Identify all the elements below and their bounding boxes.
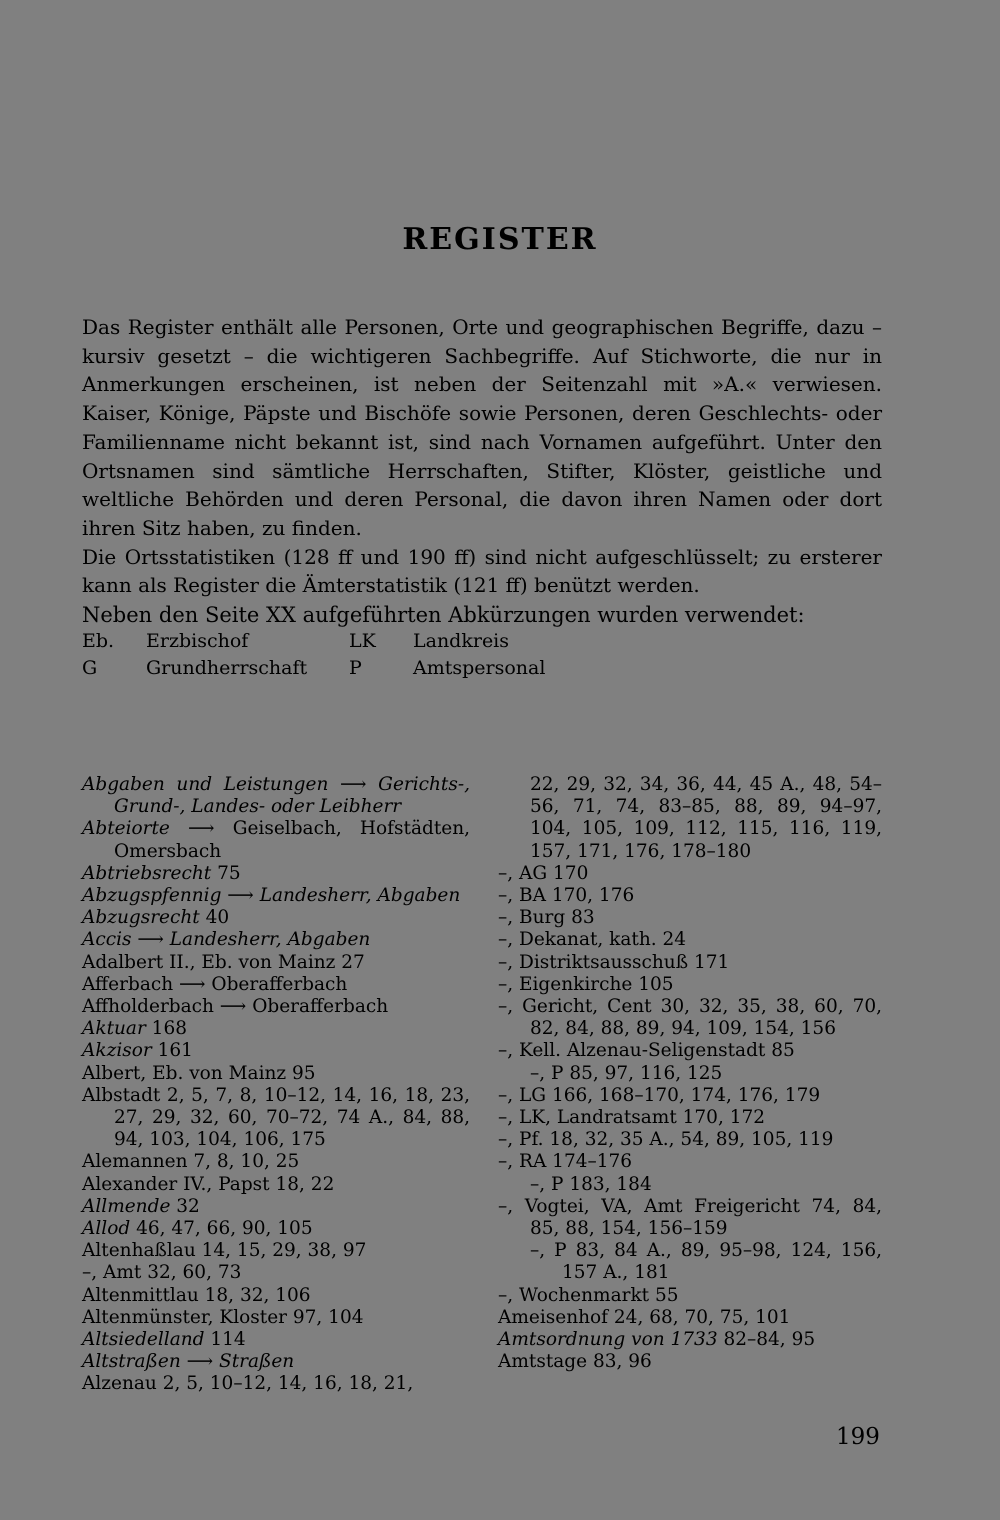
index-term: Allod — [82, 1218, 131, 1240]
index-entry: Abgaben und Leistungen ⟶ Gerichts-, Grund-, Landes- oder Leibherr — [82, 774, 470, 818]
index-pages: 32 — [170, 1195, 200, 1217]
index-pages: 82–84, 95 — [717, 1329, 816, 1351]
abbreviation-meaning: Grundherrschaft — [146, 657, 308, 679]
index-term: Aktuar — [82, 1018, 146, 1040]
index-entry: –, P 83, 84 A., 89, 95–98, 124, 156, 157 A., 181 — [530, 1240, 882, 1284]
index-entry: Albert, Eb. von Mainz 95 — [82, 1062, 316, 1084]
index-entry: Alexander IV., Papst 18, 22 — [82, 1173, 335, 1195]
index-entry: Adalbert II., Eb. von Mainz 27 — [82, 951, 365, 973]
index-entry: Afferbach ⟶ Oberafferbach — [82, 973, 348, 995]
abbreviation-row — [82, 655, 545, 682]
abbreviation-table — [82, 628, 545, 682]
index-entry: Ameisenhof 24, 68, 70, 75, 101 — [498, 1306, 791, 1328]
index-term: Abzugsrecht — [82, 907, 200, 929]
register-introduction — [82, 313, 882, 630]
abbreviation-meaning: Erzbischof — [146, 630, 249, 652]
index-column-left — [82, 774, 470, 1396]
index-entry — [82, 863, 470, 885]
index-term: Abteiorte — [82, 818, 170, 840]
index-entry: Affholderbach ⟶ Oberafferbach — [82, 996, 389, 1018]
intro-paragraph: Das Register enthält alle Personen, Orte und geographischen Begriffe, dazu – kursiv gesetzt – die wichtigeren Sachbegriffe. Auf Stichworte, die nur in Anmerkungen erscheinen, ist neben der Seitenzahl mit »A.« verwiesen. Kaiser, Könige, Päpste und Bischöfe sowie Personen, deren Geschlechts- oder Familienname nicht bekannt ist, sind nach Vornamen aufgeführt. Unter den Ortsnamen sind sämtliche Herrschaften, Stifter, Klöster, geistliche und weltliche Behörden und deren Personal, die davon ihren Namen oder dort ihren Sitz haben, zu finden. — [82, 315, 882, 540]
index-entry: –, LK, Landratsamt 170, 172 — [498, 1107, 766, 1129]
abbreviation-meaning: Amtspersonal — [413, 657, 546, 679]
index-entry — [82, 907, 470, 929]
abbreviation-row — [82, 628, 545, 655]
index-entry: –, Distriktsausschuß 171 — [498, 951, 730, 973]
index-pages: 46, 47, 66, 90, 105 — [130, 1218, 313, 1240]
index-entry: –, Dekanat, kath. 24 — [498, 929, 687, 951]
abbreviation: Eb. — [82, 630, 115, 652]
index-entry: –, Kell. Alzenau-Seligenstadt 85 — [498, 1040, 795, 1062]
page-title: REGISTER — [402, 222, 598, 257]
index-pages: 114 — [204, 1329, 246, 1351]
index-entry: Amtstage 83, 96 — [498, 1351, 652, 1373]
index-term: Abtriebsrecht — [82, 862, 212, 884]
index-pages: 168 — [145, 1018, 187, 1040]
index-entry: –, AG 170 — [498, 862, 589, 884]
index-term: Amtsordnung von 1733 — [498, 1329, 718, 1351]
index-entry — [82, 1040, 470, 1062]
index-entry — [498, 1329, 882, 1351]
index-entry: –, LG 166, 168–170, 174, 176, 179 — [498, 1084, 821, 1106]
index-entry: –, Vogtei, VA, Amt Freigericht 74, 84, 85, 88, 154, 156–159 — [498, 1195, 882, 1240]
index-entry: Abzugspfennig ⟶ Landesherr, Abgaben — [82, 885, 461, 907]
index-entry: Albstadt 2, 5, 7, 8, 10–12, 14, 16, 18, 23, 27, 29, 32, 60, 70–72, 74 A., 84, 88, 94, 103, 104, 106, 175 — [82, 1084, 470, 1151]
index-entry: –, P 85, 97, 116, 125 — [530, 1062, 723, 1084]
index-entry: –, Gericht, Cent 30, 32, 35, 38, 60, 70, 82, 84, 88, 89, 94, 109, 154, 156 — [498, 996, 882, 1040]
index-entry: 22, 29, 32, 34, 36, 44, 45 A., 48, 54–56, 71, 74, 83–85, 88, 89, 94–97, 104, 105, 109, 112, 115, 116, 119, 157, 171, 176, 178–180 — [530, 774, 882, 862]
index-term: Allmende — [82, 1195, 171, 1217]
index-entry: –, BA 170, 176 — [498, 885, 635, 907]
index-pages: 161 — [151, 1040, 193, 1062]
index-entry: Altenmünster, Kloster 97, 104 — [82, 1306, 364, 1328]
index-entry — [82, 1329, 470, 1351]
abbreviations-intro: Neben den Seite XX aufgeführten Abkürzungen wurden verwendet: — [82, 603, 805, 628]
index-entry: Accis ⟶ Landesherr, Abgaben — [82, 929, 371, 951]
index-pages: 40 — [199, 907, 230, 929]
index-entry: –, Burg 83 — [498, 907, 595, 929]
index-entry: Altenhaßlau 14, 15, 29, 38, 97 — [82, 1240, 367, 1262]
index-entry: Altenmittlau 18, 32, 106 — [82, 1284, 311, 1306]
index-entry: –, Eigenkirche 105 — [498, 973, 674, 995]
index-entry: –, Amt 32, 60, 73 — [82, 1262, 242, 1284]
index-term: Akzisor — [82, 1040, 152, 1062]
abbreviation-meaning: Landkreis — [413, 630, 510, 652]
index-entry — [82, 1196, 470, 1218]
abbreviation: P — [349, 657, 362, 679]
index-pages: 75 — [211, 862, 241, 884]
index-entry — [82, 1018, 470, 1040]
page-number: 199 — [836, 1424, 880, 1450]
index-entry: Altstraßen ⟶ Straßen — [82, 1351, 295, 1373]
abbreviation: LK — [349, 630, 376, 652]
index-entry: –, P 183, 184 — [530, 1173, 652, 1195]
index-entry: Alzenau 2, 5, 10–12, 14, 16, 18, 21, — [82, 1373, 414, 1395]
index-entry: Alemannen 7, 8, 10, 25 — [82, 1151, 300, 1173]
index-column-right — [498, 774, 882, 1373]
index-entry: –, RA 174–176 — [498, 1151, 633, 1173]
index-entry: –, Pf. 18, 32, 35 A., 54, 89, 105, 119 — [498, 1129, 834, 1151]
index-entry — [82, 818, 470, 862]
index-entry: –, Wochenmarkt 55 — [498, 1284, 679, 1306]
index-entry — [82, 1218, 470, 1240]
index-pages: ⟶ Geiselbach, Hofstädten, Omersbach — [114, 818, 470, 862]
index-term: Altsiedelland — [82, 1329, 205, 1351]
abbreviation: G — [82, 657, 98, 679]
intro-paragraph-statistics: Die Ortsstatistiken (128 ff und 190 ff) sind nicht aufgeschlüsselt; zu ersterer kann als Register die Ämterstatistik (121 ff) benützt werden. — [82, 544, 882, 598]
